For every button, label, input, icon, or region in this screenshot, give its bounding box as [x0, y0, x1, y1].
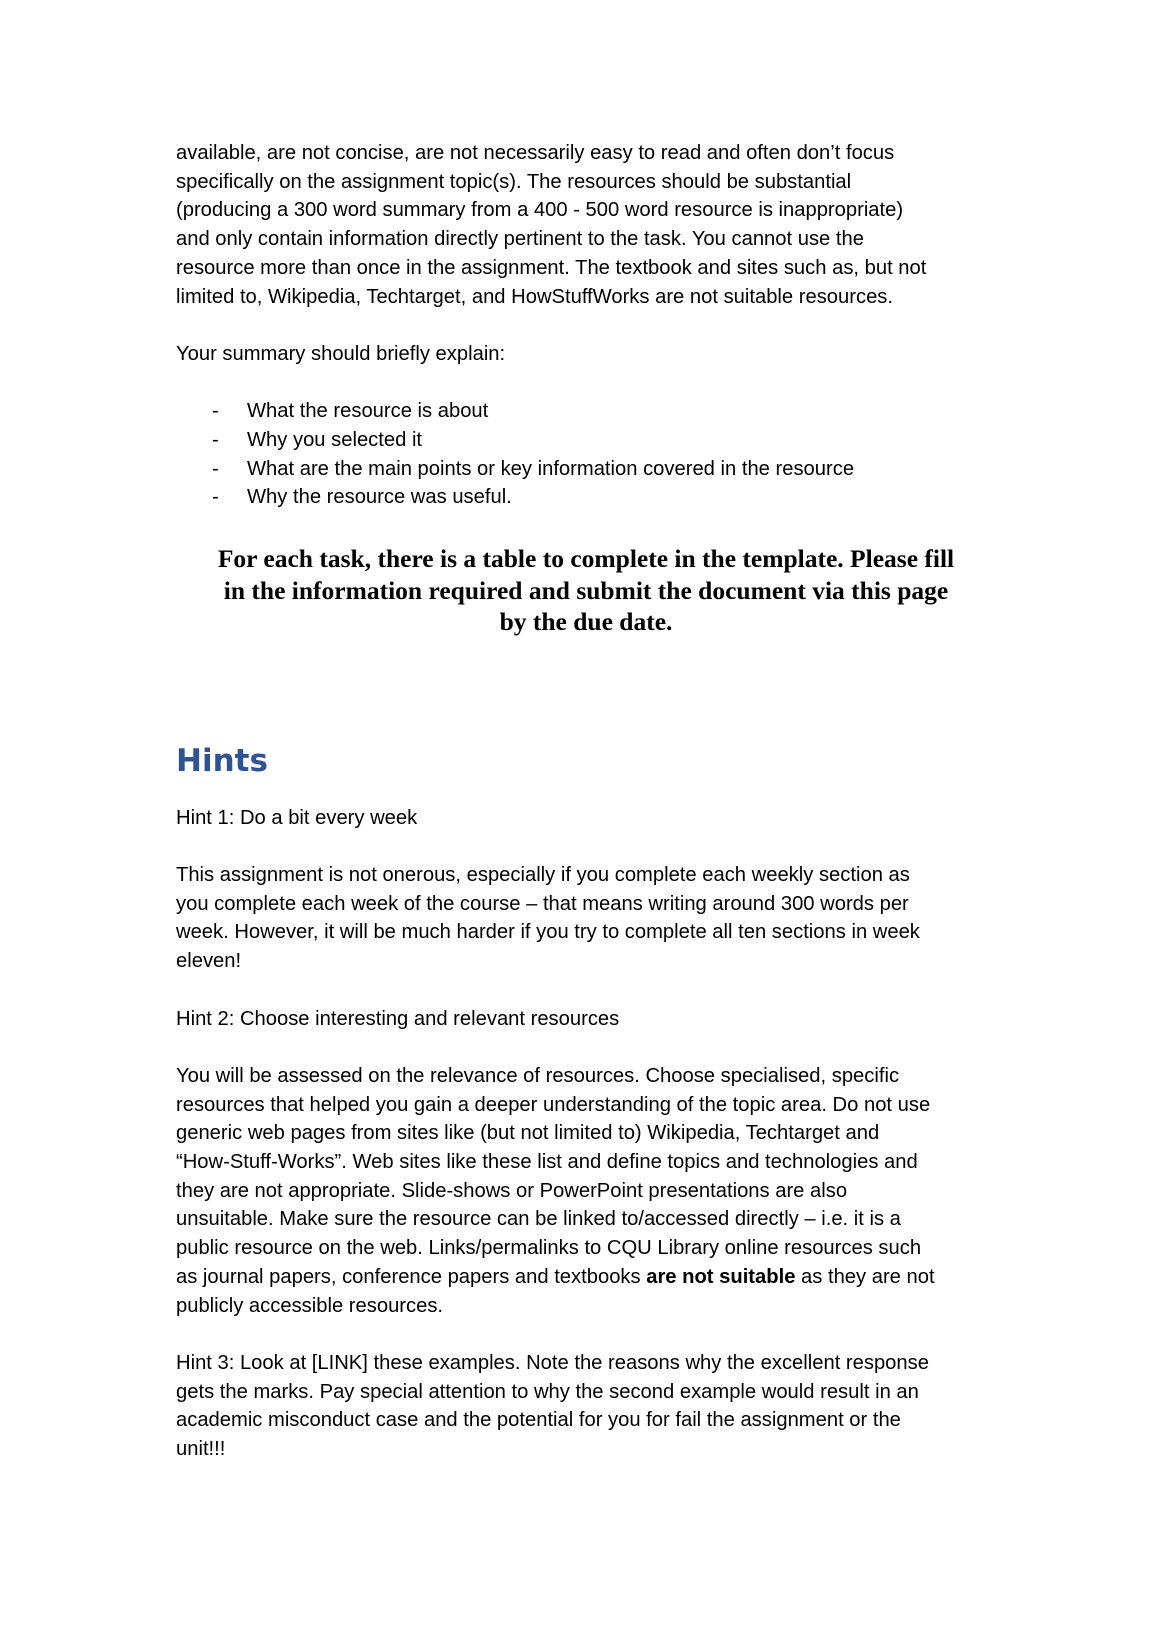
hint1-body [176, 861, 996, 976]
dash-bullet: - [212, 429, 219, 451]
text-line-segment: as they are not [795, 1265, 935, 1288]
intro-paragraph [176, 139, 996, 311]
dash-bullet: - [212, 486, 219, 509]
callout-line: by the due date. [499, 607, 673, 637]
emphasis-not-suitable: are not suitable [646, 1265, 796, 1288]
text-line: generic web pages from sites like (but not limited to) Wikipedia, Techtarget and [176, 1122, 880, 1145]
list-item [176, 397, 996, 426]
text-line: “How-Stuff-Works”. Web sites like these list and define topics and technologies and [176, 1151, 918, 1173]
text-line: and only contain information directly pertinent to the task. You cannot use the [176, 228, 864, 251]
callout-line: in the information required and submit the document via this page [223, 575, 949, 605]
hint1-title: Hint 1: Do a bit every week [176, 806, 418, 829]
text-line: Hint 3: Look at [LINK] these examples. Note the reasons why the excellent response [176, 1351, 929, 1374]
hint2-body [176, 1062, 996, 1320]
text-line: This assignment is not onerous, especially if you complete each weekly section as [176, 864, 910, 886]
text-line: limited to, Wikipedia, Techtarget, and HowStuffWorks are not suitable resources. [176, 285, 893, 308]
submission-callout [176, 543, 996, 638]
list-item-text: What are the main points or key information covered in the resource [247, 457, 855, 480]
text-line: academic misconduct case and the potential for you for fail the assignment or the [176, 1409, 901, 1432]
list-item-text: Why you selected it [247, 429, 423, 451]
text-line: available, are not concise, are not necessarily easy to read and often don’t focus [176, 142, 895, 164]
dash-bullet: - [212, 400, 219, 423]
text-line: publicly accessible resources. [176, 1294, 444, 1317]
text-line: week. However, it will be much harder if you try to complete all ten sections in week [176, 921, 920, 944]
list-item [176, 483, 996, 512]
callout-line: For each task, there is a table to complete in the template. Please fill [217, 544, 955, 574]
summary-lead: Your summary should briefly explain: [176, 342, 506, 365]
list-item [176, 426, 996, 455]
text-line-segment: as journal papers, conference papers and textbooks [176, 1265, 647, 1288]
text-line: resources that helped you gain a deeper understanding of the topic area. Do not use [176, 1093, 931, 1116]
text-line: You will be assessed on the relevance of resources. Choose specialised, specific [176, 1064, 900, 1087]
text-line: you complete each week of the course – that means writing around 300 words per [176, 892, 909, 915]
text-line: gets the marks. Pay special attention to why the second example would result in an [176, 1380, 919, 1403]
text-line: (producing a 300 word summary from a 400 - 500 word resource is inappropriate) [176, 199, 904, 222]
list-item-text: Why the resource was useful. [247, 486, 512, 509]
dash-bullet: - [212, 457, 219, 480]
text-line: eleven! [176, 950, 242, 973]
text-line: unsuitable. Make sure the resource can be linked to/accessed directly – i.e. it is a [176, 1208, 901, 1231]
text-line: unit!!! [176, 1438, 226, 1461]
summary-points-list [176, 397, 996, 512]
list-item-text: What the resource is about [247, 400, 489, 423]
list-item [176, 455, 996, 484]
text-line: resource more than once in the assignment. The textbook and sites such as, but not [176, 256, 927, 279]
text-line: public resource on the web. Links/permalinks to CQU Library online resources such [176, 1237, 922, 1260]
text-line: they are not appropriate. Slide-shows or PowerPoint presentations are also [176, 1179, 848, 1202]
hints-heading: Hints [176, 742, 268, 779]
hint2-title: Hint 2: Choose interesting and relevant resources [176, 1007, 620, 1030]
document-page [176, 139, 996, 1464]
hint3-body [176, 1349, 996, 1464]
text-line: specifically on the assignment topic(s). The resources should be substantial [176, 170, 852, 193]
